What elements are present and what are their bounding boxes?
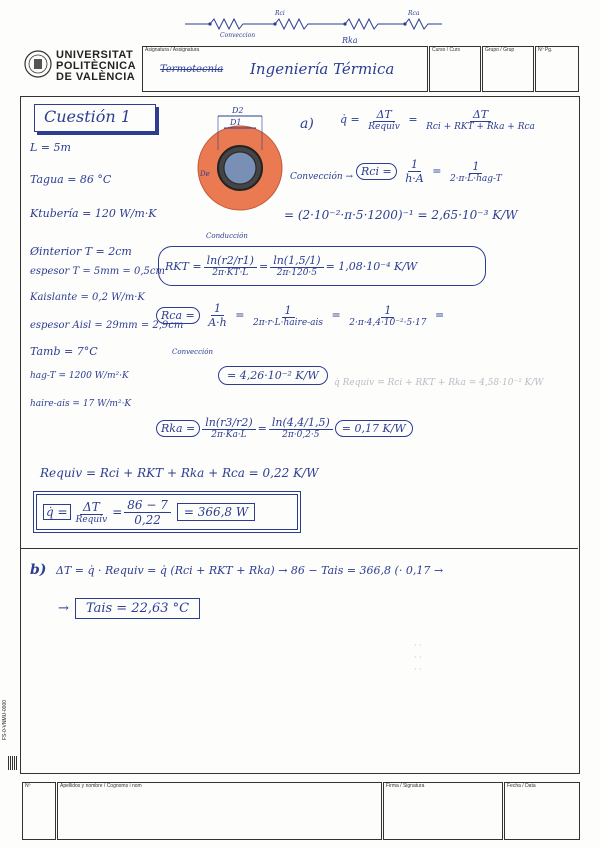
convection-label-2: Convección xyxy=(172,348,213,356)
curso-label: Curso / Curs xyxy=(432,47,461,53)
de-label: De xyxy=(200,170,210,178)
rci-resistor-label: Rci xyxy=(275,10,285,17)
part-a-label: a) xyxy=(300,116,314,132)
fecha-label: Fecha / Data xyxy=(507,783,536,789)
requiv-line: Requiv = Rci + RKT + Rka + Rca = 0,22 K/W xyxy=(40,466,319,480)
upv-seal-icon xyxy=(24,50,52,78)
name-label: Apellidos y nombre / Cognoms i nom xyxy=(60,783,142,789)
pipe-diagram-icon xyxy=(192,110,292,220)
asignatura-label: Asignatura / Assignatura xyxy=(145,47,200,53)
section-divider xyxy=(20,548,578,549)
npg-label: Nº Pg. xyxy=(538,47,553,53)
rka-equation: Rka = $\frac{\ln(r3/r2)}{2\pi\cdot Ka\cdot L}$ = $\frac{\ln(4,4/1,5)}{2\pi\cdot 0,2\cdot 5}$ = 0,17 K/W xyxy=(156,416,413,440)
q-result: q̇ = $\frac{\Delta T}{\text{Requiv}}$ = $\frac{86 - 7}{0,22}$ = 366,8 W xyxy=(36,494,298,530)
conduction-label: Conducción xyxy=(206,232,248,240)
convection-label: Convección → xyxy=(290,172,354,182)
university-name: UNIVERSITAT POLITÈCNICA DE VALÈNCIA xyxy=(56,49,137,83)
name-box[interactable] xyxy=(57,782,382,840)
asignatura-struck: Termotecnia xyxy=(160,64,224,75)
conveccion-sketch-label: Conveccion xyxy=(220,32,256,39)
side-barcode xyxy=(8,756,18,770)
rca-resistor-label: Rca xyxy=(408,10,420,17)
fecha-box[interactable] xyxy=(504,782,580,840)
firma-box[interactable] xyxy=(383,782,503,840)
grupo-label: Grupo / Grup xyxy=(485,47,515,53)
rci-value: = (2·10⁻²·π·5·1200)⁻¹ = 2,65·10⁻³ K/W xyxy=(284,208,518,222)
faint-marks: · · · · · · xyxy=(414,641,422,674)
faint-bleed-through-note: q̇ Requiv = Rci + RKT + Rka = 4,58·10⁻² K/W xyxy=(334,378,544,388)
q-main-equation: q̇ = $\frac{\Delta T}{\text{Requiv}}$ = $\frac{\Delta T}{\text{Rci + RKT + Rka + Rca}}$ xyxy=(340,108,535,132)
rci-equation: Rci = $\frac{1}{h\cdot A}$ = $\frac{1}{\text{2·π·L·hag-T}}$ xyxy=(356,158,507,185)
rka-resistor-label: Rka xyxy=(342,36,358,45)
d1-label: D1 xyxy=(230,118,242,127)
part-b-label: b) xyxy=(30,562,47,578)
d2-label: D2 xyxy=(232,106,244,115)
t-ais-result: → Tais = 22,63 °C xyxy=(58,598,200,619)
university-logo xyxy=(24,50,52,78)
question-title: Cuestión 1 xyxy=(44,107,131,126)
nro-label: Nº xyxy=(25,783,31,789)
rca-value: = 4,26·10⁻² K/W xyxy=(218,366,328,385)
rkt-equation: RKT = $\frac{\ln(r2/r1)}{2\pi\cdot KT\cdot L}$ = $\frac{\ln(1,5/1)}{2\pi\cdot 120\cdot 5}$ = 1,08·10⁻⁴ K/W xyxy=(158,246,486,286)
nro-box[interactable] xyxy=(22,782,56,840)
part-b-equation: ΔT = q̇ · Requiv = q̇ (Rci + RKT + Rka) → 86 − Tais = 366,8 (· 0,17 → xyxy=(56,564,444,577)
side-code: FS-0-VNMU-0000 xyxy=(2,699,8,740)
asignatura-value: Ingeniería Térmica xyxy=(250,60,395,78)
pipe-cross-section xyxy=(192,106,292,220)
firma-label: Firma / Signatura xyxy=(386,783,425,789)
resistor-sketch xyxy=(180,10,450,50)
rca-equation: Rca = $\frac{1}{A\cdot h}$ = $\frac{1}{\text{2π·r·L·haire-ais}}$ = $\frac{1}{\text{2·π·4,4·10⁻²·5·17}}$ = xyxy=(156,302,444,329)
